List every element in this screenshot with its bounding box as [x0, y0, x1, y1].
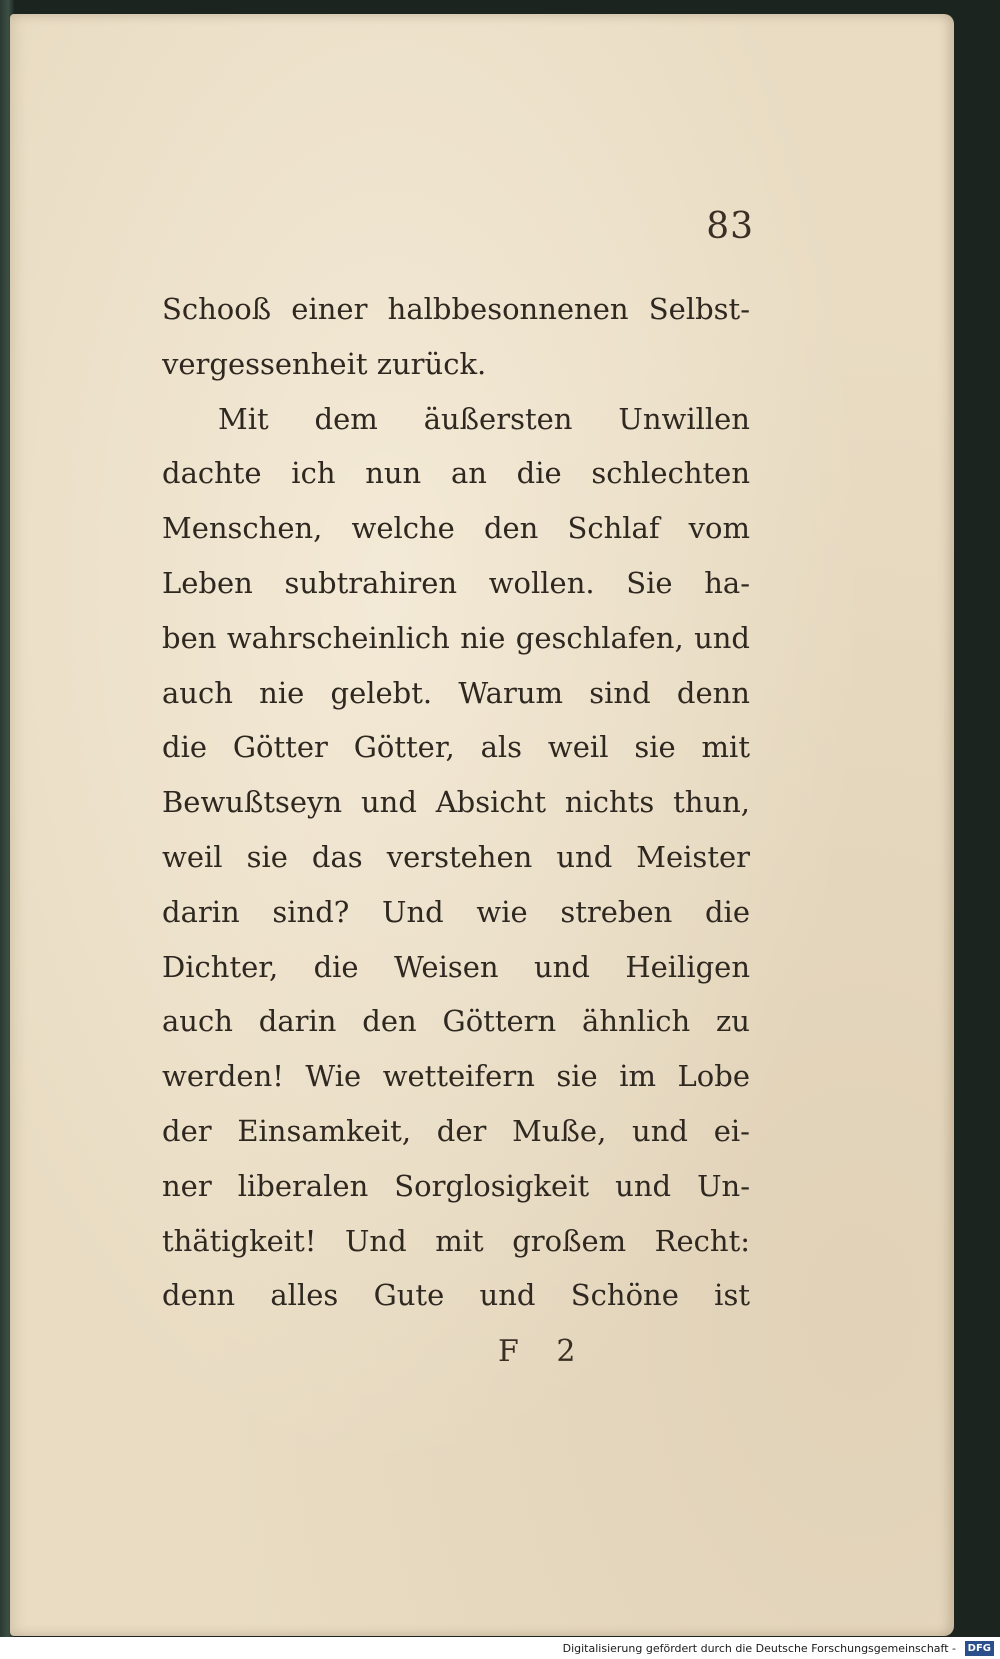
- text-line: Menschen, welche den Schlaf vom: [162, 511, 750, 546]
- text-line: werden! Wie wetteifern sie im Lobe: [162, 1059, 750, 1094]
- text-line: darin sind? Und wie streben die: [162, 894, 750, 929]
- text-line: Mit dem äußersten Unwillen: [218, 401, 750, 436]
- book-page: [10, 14, 954, 1636]
- funding-credit: Digitalisierung gefördert durch die Deutsche Forschungsgemeinschaft -: [562, 1642, 956, 1655]
- text-line: ner liberalen Sorglosigkeit und Un-: [162, 1168, 750, 1203]
- text-line: dachte ich nun an die schlechten: [162, 456, 750, 491]
- text-line: auch darin den Göttern ähnlich zu: [162, 1004, 750, 1039]
- dfg-logo: DFG: [965, 1641, 994, 1656]
- text-line: Leben subtrahiren wollen. Sie ha-: [162, 565, 750, 600]
- page-text: [162, 282, 750, 1323]
- text-line: thätigkeit! Und mit großem Recht:: [162, 1223, 750, 1258]
- page-number: 83: [706, 206, 754, 247]
- text-line: Schooß einer halbbesonnenen Selbst-: [162, 292, 750, 326]
- text-line: Bewußtseyn und Absicht nichts thun,: [162, 785, 750, 820]
- printer-signature-mark: F 2: [498, 1334, 590, 1369]
- text-line: auch nie gelebt. Warum sind denn: [162, 675, 750, 710]
- digitization-footer: [0, 1637, 1000, 1659]
- text-line: der Einsamkeit, der Muße, und ei-: [162, 1113, 750, 1148]
- text-line: denn alles Gute und Schöne ist: [162, 1278, 750, 1313]
- text-line: die Götter Götter, als weil sie mit: [162, 730, 750, 765]
- text-line: Dichter, die Weisen und Heiligen: [162, 949, 750, 984]
- text-line: ben wahrscheinlich nie geschlafen, und: [162, 620, 750, 655]
- text-line: vergessenheit zurück.: [162, 346, 487, 381]
- text-line: weil sie das verstehen und Meister: [162, 839, 750, 874]
